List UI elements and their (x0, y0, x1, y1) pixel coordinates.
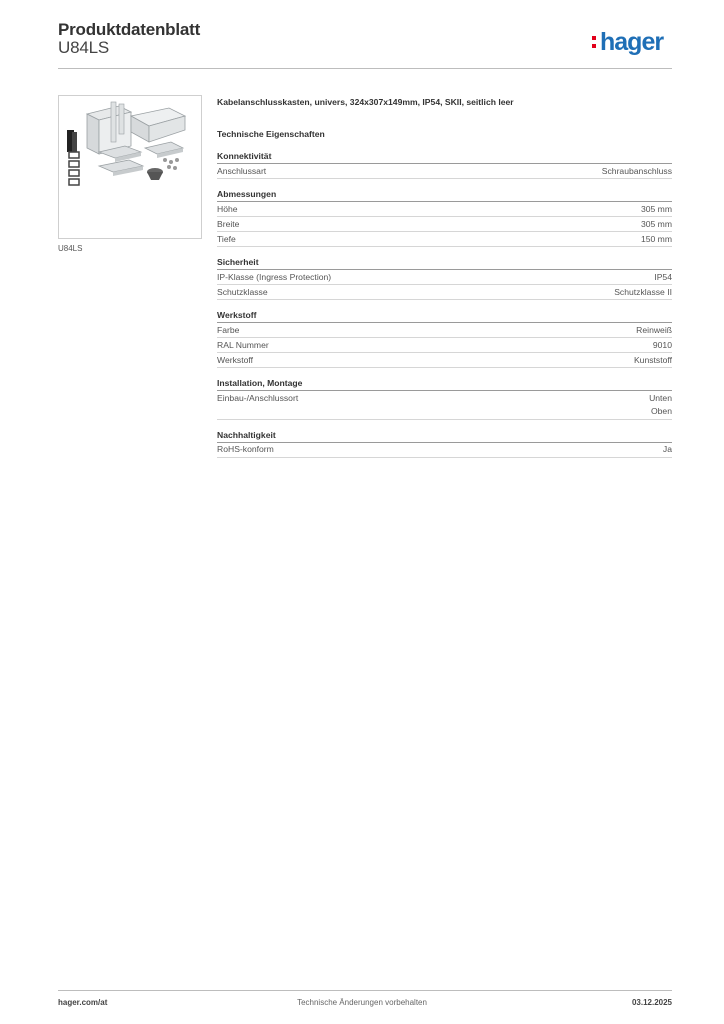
property-label: RoHS-konform (217, 444, 274, 454)
hager-logo (592, 27, 674, 57)
property-label: Schutzklasse (217, 286, 268, 297)
footer-website[interactable]: hager.com/at (58, 998, 108, 1007)
property-sections (217, 150, 672, 458)
property-row (217, 285, 672, 300)
property-value: 150 mm (640, 233, 672, 244)
property-value: Reinweiß (636, 324, 672, 335)
property-row (217, 164, 672, 179)
property-row (217, 217, 672, 232)
section-title: Installation, Montage (217, 377, 672, 391)
property-section (217, 150, 672, 179)
property-value: Unten Oben (649, 392, 672, 416)
property-section (217, 309, 672, 368)
property-row (217, 232, 672, 247)
image-caption: U84LS (58, 244, 83, 253)
property-label: Breite (217, 218, 240, 229)
property-value: Kunststoff (633, 354, 672, 365)
property-label: RAL Nummer (217, 339, 269, 350)
property-row (217, 443, 672, 458)
section-title: Sicherheit (217, 256, 672, 270)
product-description: Kabelanschlusskasten, univers, 324x307x149mm, IP54, SKII, seitlich leer (217, 97, 514, 107)
property-value: 305 mm (640, 203, 672, 214)
footer-date: 03.12.2025 (631, 998, 672, 1007)
property-label: Werkstoff (217, 354, 253, 365)
property-value: 9010 (652, 339, 672, 350)
property-label: Einbau-/Anschlussort (217, 392, 299, 403)
footer-disclaimer: Technische Änderungen vorbehalten (297, 998, 427, 1007)
property-value: Schutzklasse II (614, 286, 672, 297)
property-value: IP54 (654, 271, 672, 282)
property-row (217, 338, 672, 353)
product-image (58, 95, 202, 239)
property-label: Tiefe (217, 233, 236, 244)
section-title: Werkstoff (217, 309, 672, 323)
property-section (217, 256, 672, 300)
product-details (217, 95, 672, 458)
header-divider (58, 68, 672, 69)
page-title: Produktdatenblatt (58, 20, 201, 39)
property-section (217, 429, 672, 458)
technical-properties-heading: Technische Eigenschaften (217, 129, 325, 139)
property-row (217, 323, 672, 338)
property-label: IP-Klasse (Ingress Protection) (217, 271, 332, 282)
logo-text: hager (600, 28, 664, 56)
property-row (217, 353, 672, 368)
section-title: Nachhaltigkeit (217, 429, 672, 443)
property-row (217, 202, 672, 217)
footer-divider (58, 990, 672, 991)
property-row (217, 391, 672, 420)
property-label: Höhe (217, 203, 238, 214)
property-label: Anschlussart (217, 165, 267, 176)
property-value: Schraubanschluss (601, 165, 672, 176)
section-title: Konnektivität (217, 150, 672, 164)
property-section (217, 188, 672, 247)
property-value: Ja (662, 444, 672, 454)
section-title: Abmessungen (217, 188, 672, 202)
property-value: 305 mm (640, 218, 672, 229)
property-label: Farbe (217, 324, 240, 335)
property-section (217, 377, 672, 420)
product-code: U84LS (58, 38, 109, 57)
property-row (217, 270, 672, 285)
